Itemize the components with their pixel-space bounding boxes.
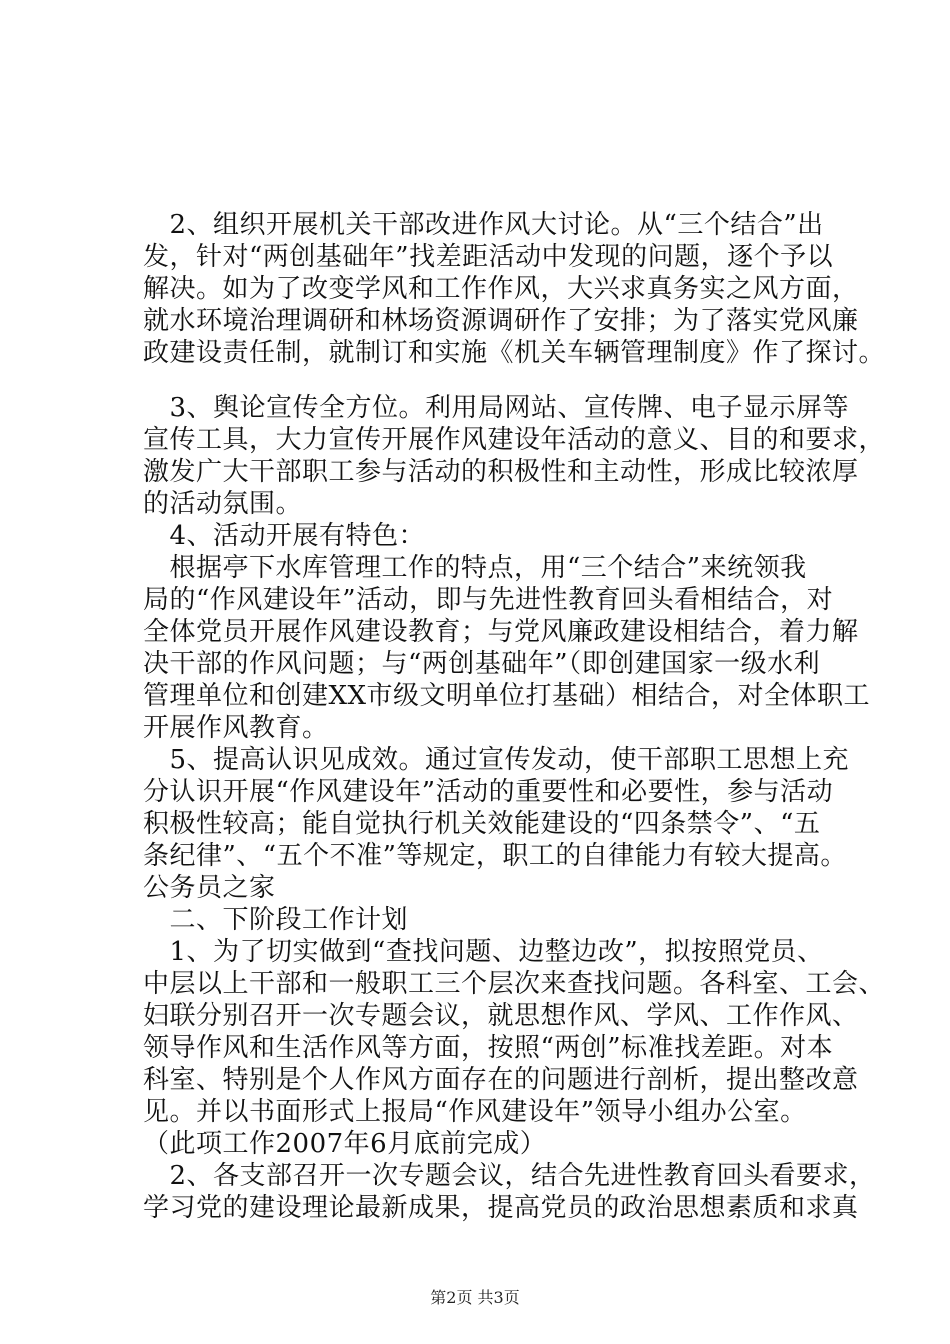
- text-line: 4、活动开展有特色：: [143, 521, 426, 551]
- text-line: 公务员之家: [143, 873, 276, 903]
- text-line: 激发广大干部职工参与活动的积极性和主动性，形成比较浓厚: [143, 457, 859, 487]
- text-line: 全体党员开展作风建设教育；与党风廉政建设相结合，着力解: [143, 617, 859, 647]
- text-line: 积极性较高；能自觉执行机关效能建设的“四条禁令”、“五: [143, 809, 821, 839]
- text-line: 就水环境治理调研和林场资源调研作了安排；为了落实党风廉: [143, 306, 859, 336]
- text-line: 科室、特别是个人作风方面存在的问题进行剖析，提出整改意: [143, 1065, 859, 1095]
- text-line: 见。并以书面形式上报局“作风建设年”领导小组办公室。: [143, 1097, 807, 1127]
- text-line: 中层以上干部和一般职工三个层次来查找问题。各科室、工会、: [143, 969, 886, 999]
- page-indicator: 第2页 共3页: [430, 1288, 520, 1307]
- text-line: 2、各支部召开一次专题会议，结合先进性教育回头看要求，: [143, 1161, 876, 1191]
- text-line: 5、提高认识见成效。通过宣传发动，使干部职工思想上充: [143, 745, 850, 775]
- text-line: 条纪律”、“五个不准”等规定，职工的自律能力有较大提高。: [143, 841, 847, 871]
- text-line: 学习党的建设理论最新成果，提高党员的政治思想素质和求真: [143, 1193, 859, 1223]
- text-line: 2、组织开展机关干部改进作风大讨论。从“三个结合”出: [143, 210, 824, 240]
- text-line: 3、舆论宣传全方位。利用局网站、宣传牌、电子显示屏等: [143, 393, 850, 423]
- text-line: 领导作风和生活作风等方面，按照“两创”标准找差距。对本: [143, 1033, 834, 1063]
- text-line: 妇联分别召开一次专题会议，就思想作风、学风、工作作风、: [143, 1001, 859, 1031]
- text-line: 政建设责任制，就制订和实施《机关车辆管理制度》作了探讨。: [143, 338, 886, 368]
- text-line: 决干部的作风问题；与“两创基础年”（即创建国家一级水利: [143, 649, 821, 679]
- text-line: 根据亭下水库管理工作的特点，用“三个结合”来统领我: [143, 553, 807, 583]
- text-line: 1、为了切实做到“查找问题、边整边改”，拟按照党员、: [143, 937, 824, 967]
- text-line: 的活动氛围。: [143, 489, 303, 519]
- text-line: 管理单位和创建XX市级文明单位打基础）相结合，对全体职工: [143, 681, 871, 711]
- text-line: 发，针对“两创基础年”找差距活动中发现的问题，逐个予以: [143, 242, 834, 272]
- text-line: 解决。如为了改变学风和工作作风，大兴求真务实之风方面，: [143, 274, 859, 304]
- text-line: （此项工作2007年6月底前完成）: [143, 1129, 547, 1159]
- text-line: 开展作风教育。: [143, 713, 329, 743]
- section-heading: 二、下阶段工作计划: [143, 905, 409, 935]
- text-line: 宣传工具，大力宣传开展作风建设年活动的意义、目的和要求，: [143, 425, 886, 455]
- text-line: 分认识开展“作风建设年”活动的重要性和必要性，参与活动: [143, 777, 834, 807]
- text-line: 局的“作风建设年”活动，即与先进性教育回头看相结合，对: [143, 585, 834, 615]
